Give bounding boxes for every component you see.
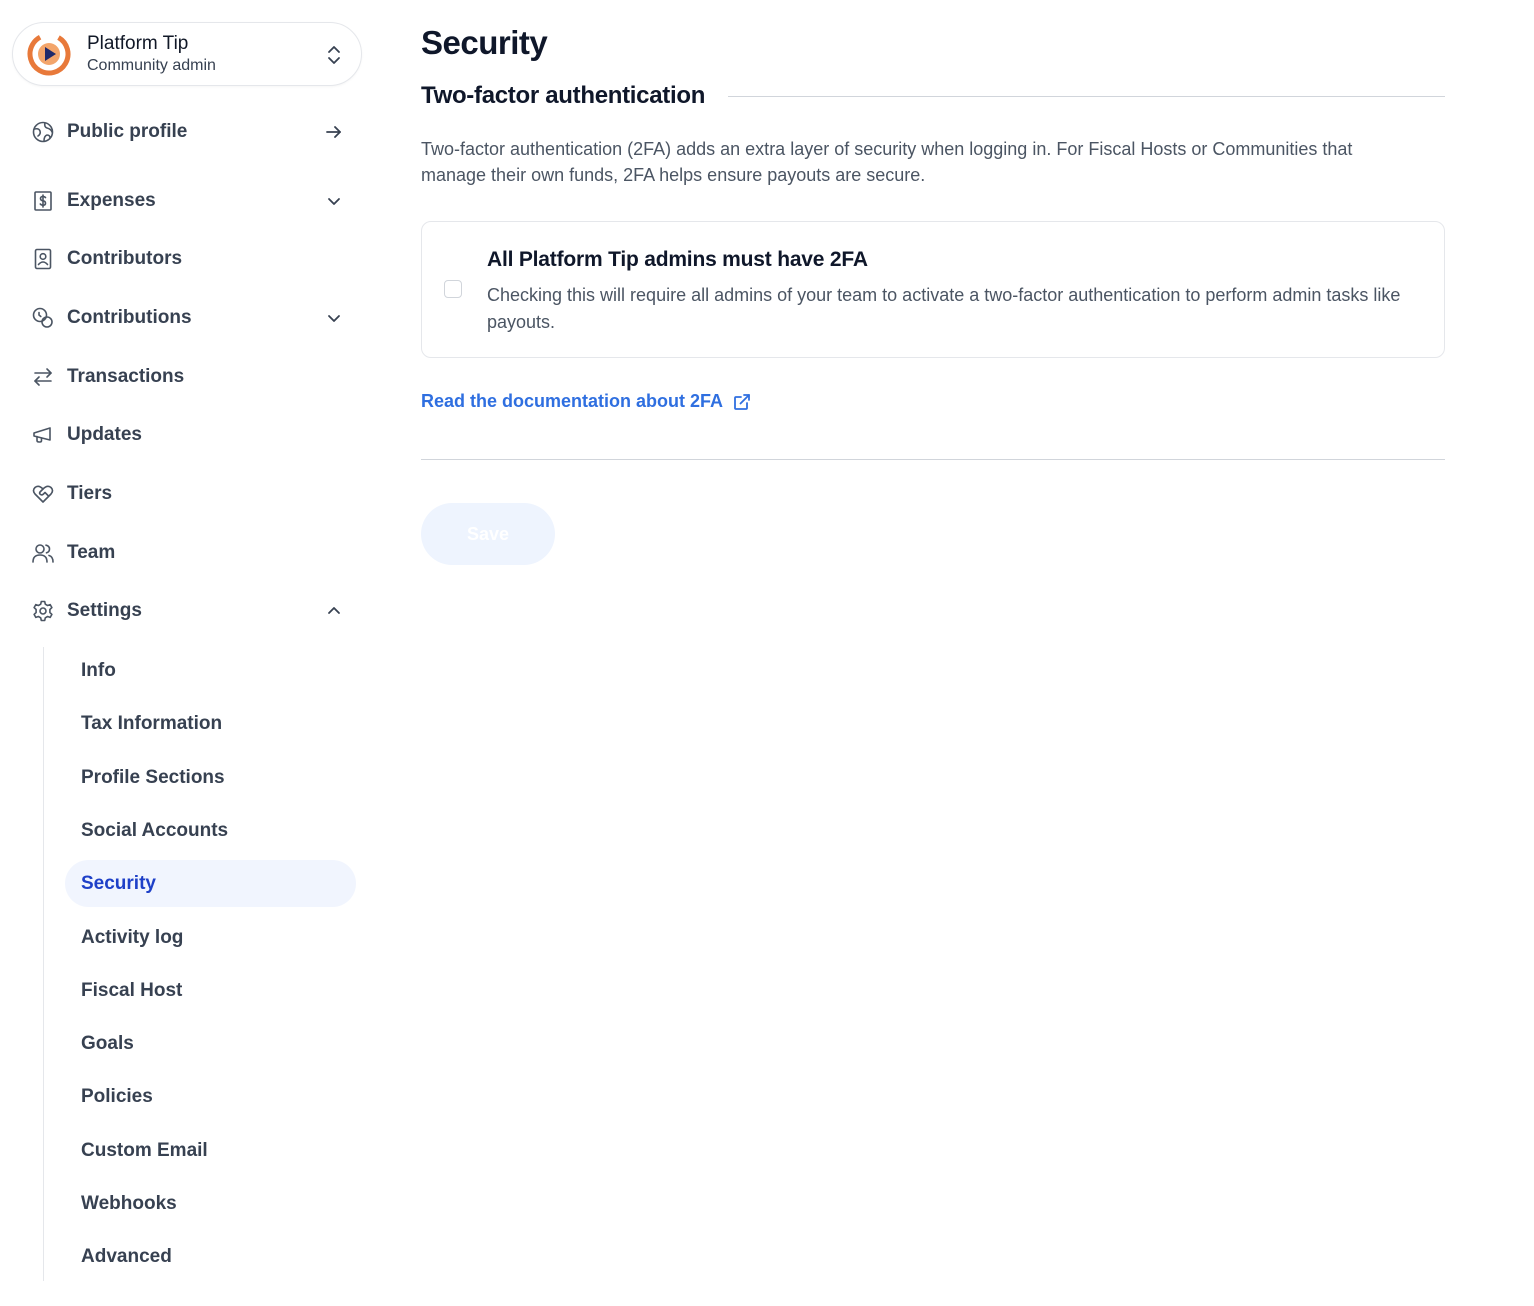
users-icon	[30, 540, 56, 566]
sidebar-item-label: Team	[67, 542, 116, 563]
arrow-right-icon	[324, 122, 344, 142]
settings-item-webhooks[interactable]	[65, 1180, 356, 1227]
sidebar	[0, 0, 380, 1306]
settings-item-policies[interactable]	[65, 1073, 356, 1120]
require-2fa-title: All Platform Tip admins must have 2FA	[487, 248, 868, 271]
settings-item-activity-log[interactable]	[65, 914, 356, 961]
settings-item-label: Profile Sections	[81, 766, 225, 788]
sidebar-item-label: Public profile	[67, 121, 188, 142]
require-2fa-description: Checking this will require all admins of your team to activate a two-factor authentication to perform admin tasks like payouts.	[487, 285, 1401, 332]
arrows-exchange-icon	[30, 364, 56, 390]
require-2fa-checkbox[interactable]	[444, 280, 462, 298]
chevron-down-icon[interactable]	[324, 191, 344, 211]
sidebar-item-settings[interactable]	[30, 591, 350, 631]
account-name: Platform Tip	[87, 32, 189, 54]
section-title: Two-factor authentication	[421, 82, 706, 109]
settings-item-label: Policies	[81, 1085, 153, 1107]
settings-item-info[interactable]	[65, 647, 356, 694]
settings-item-label: Webhooks	[81, 1192, 177, 1214]
contact-book-icon	[30, 246, 56, 272]
sidebar-item-expenses[interactable]	[30, 181, 350, 221]
settings-item-label: Activity log	[81, 926, 184, 948]
receipt-icon	[30, 188, 56, 214]
chevron-up-down-icon	[325, 43, 343, 67]
settings-item-advanced[interactable]	[65, 1233, 356, 1280]
settings-item-label: Info	[81, 659, 116, 681]
settings-item-label: Security	[81, 872, 156, 894]
section-title-rule	[728, 96, 1445, 97]
sidebar-item-transactions[interactable]	[30, 357, 350, 397]
account-role: Community admin	[87, 56, 216, 74]
globe-icon	[30, 119, 56, 145]
sidebar-item-public-profile[interactable]	[30, 112, 350, 152]
chevron-down-icon[interactable]	[324, 308, 344, 328]
megaphone-icon	[30, 422, 56, 448]
page-title: Security	[421, 24, 548, 61]
settings-item-fiscal-host[interactable]	[65, 967, 356, 1014]
settings-item-label: Fiscal Host	[81, 979, 183, 1001]
sidebar-item-label: Tiers	[67, 483, 113, 504]
sidebar-item-team[interactable]	[30, 533, 350, 573]
gear-icon	[30, 598, 56, 624]
chevron-up-icon[interactable]	[324, 601, 344, 621]
sidebar-item-label: Contributors	[67, 248, 183, 269]
settings-item-profile-sections[interactable]	[65, 754, 356, 801]
sidebar-item-label: Transactions	[67, 366, 185, 387]
settings-item-label: Custom Email	[81, 1139, 208, 1161]
section-divider	[421, 459, 1445, 460]
save-button[interactable]: Save	[421, 503, 555, 565]
sidebar-item-contributors[interactable]	[30, 239, 350, 279]
settings-item-custom-email[interactable]	[65, 1127, 356, 1174]
sidebar-item-contributions[interactable]	[30, 298, 350, 338]
external-link-icon	[732, 392, 752, 412]
2fa-documentation-link[interactable]	[421, 391, 752, 412]
sidebar-item-updates[interactable]	[30, 415, 350, 455]
sidebar-item-label: Updates	[67, 424, 142, 445]
account-switcher[interactable]	[12, 22, 362, 86]
settings-item-security[interactable]	[65, 860, 356, 907]
settings-submenu-line	[43, 647, 44, 1281]
platform-tip-logo-icon	[27, 32, 71, 76]
settings-item-label: Goals	[81, 1032, 134, 1054]
sidebar-item-label: Settings	[67, 600, 142, 621]
settings-item-label: Social Accounts	[81, 819, 229, 841]
doc-link-label: Read the documentation about 2FA	[421, 391, 724, 411]
sidebar-item-label: Expenses	[67, 190, 156, 211]
settings-item-label: Tax Information	[81, 712, 223, 734]
coins-icon	[30, 305, 56, 331]
settings-item-goals[interactable]	[65, 1020, 356, 1067]
heart-handshake-icon	[30, 481, 56, 507]
require-2fa-option-card[interactable]	[421, 221, 1445, 358]
section-description: Two-factor authentication (2FA) adds an extra layer of security when logging in. For Fiscal Hosts or Communities that manage their own funds, 2FA helps ensure payouts are secure.	[421, 139, 1353, 185]
settings-item-tax-information[interactable]	[65, 700, 356, 747]
sidebar-item-tiers[interactable]	[30, 474, 350, 514]
settings-item-label: Advanced	[81, 1245, 172, 1267]
settings-item-social-accounts[interactable]	[65, 807, 356, 854]
sidebar-item-label: Contributions	[67, 307, 192, 328]
